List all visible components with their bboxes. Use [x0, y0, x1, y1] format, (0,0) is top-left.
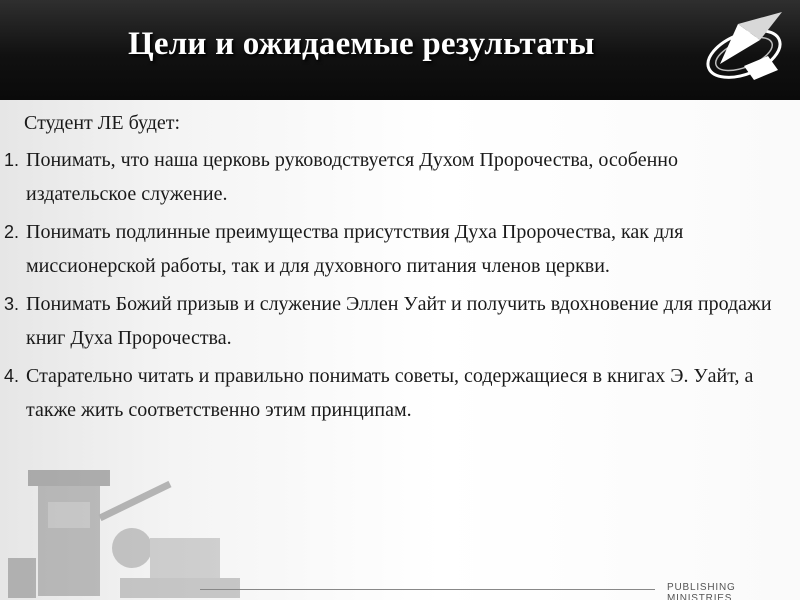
title-bar [0, 0, 800, 100]
slide-body [8, 106, 788, 431]
intro-text: Студент ЛЕ будет: [24, 112, 181, 134]
goal-item: 4. Старательно читать и правильно понимать советы, содержащиеся в книгах Э. Уайт, а также жить соответственно этим принципам. [24, 359, 788, 427]
footer-divider [200, 589, 655, 590]
footer-brand: PUBLISHING MINISTRIES [667, 582, 736, 600]
goals-list [8, 143, 788, 427]
publishing-ministries-logo-icon [698, 6, 790, 92]
printing-press-illustration [0, 430, 250, 600]
goal-item: 1. Понимать, что наша церковь руководствуется Духом Пророчества, особенно издательское служение. [24, 143, 788, 211]
slide-title: Цели и ожидаемые результаты [128, 26, 595, 62]
goal-item: 2. Понимать подлинные преимущества присутствия Духа Пророчества, как для миссионерской работы, так и для духовного питания членов церкви. [24, 215, 788, 283]
goal-item: 3. Понимать Божий призыв и служение Эллен Уайт и получить вдохновение для продажи книг Духа Пророчества. [24, 287, 788, 355]
